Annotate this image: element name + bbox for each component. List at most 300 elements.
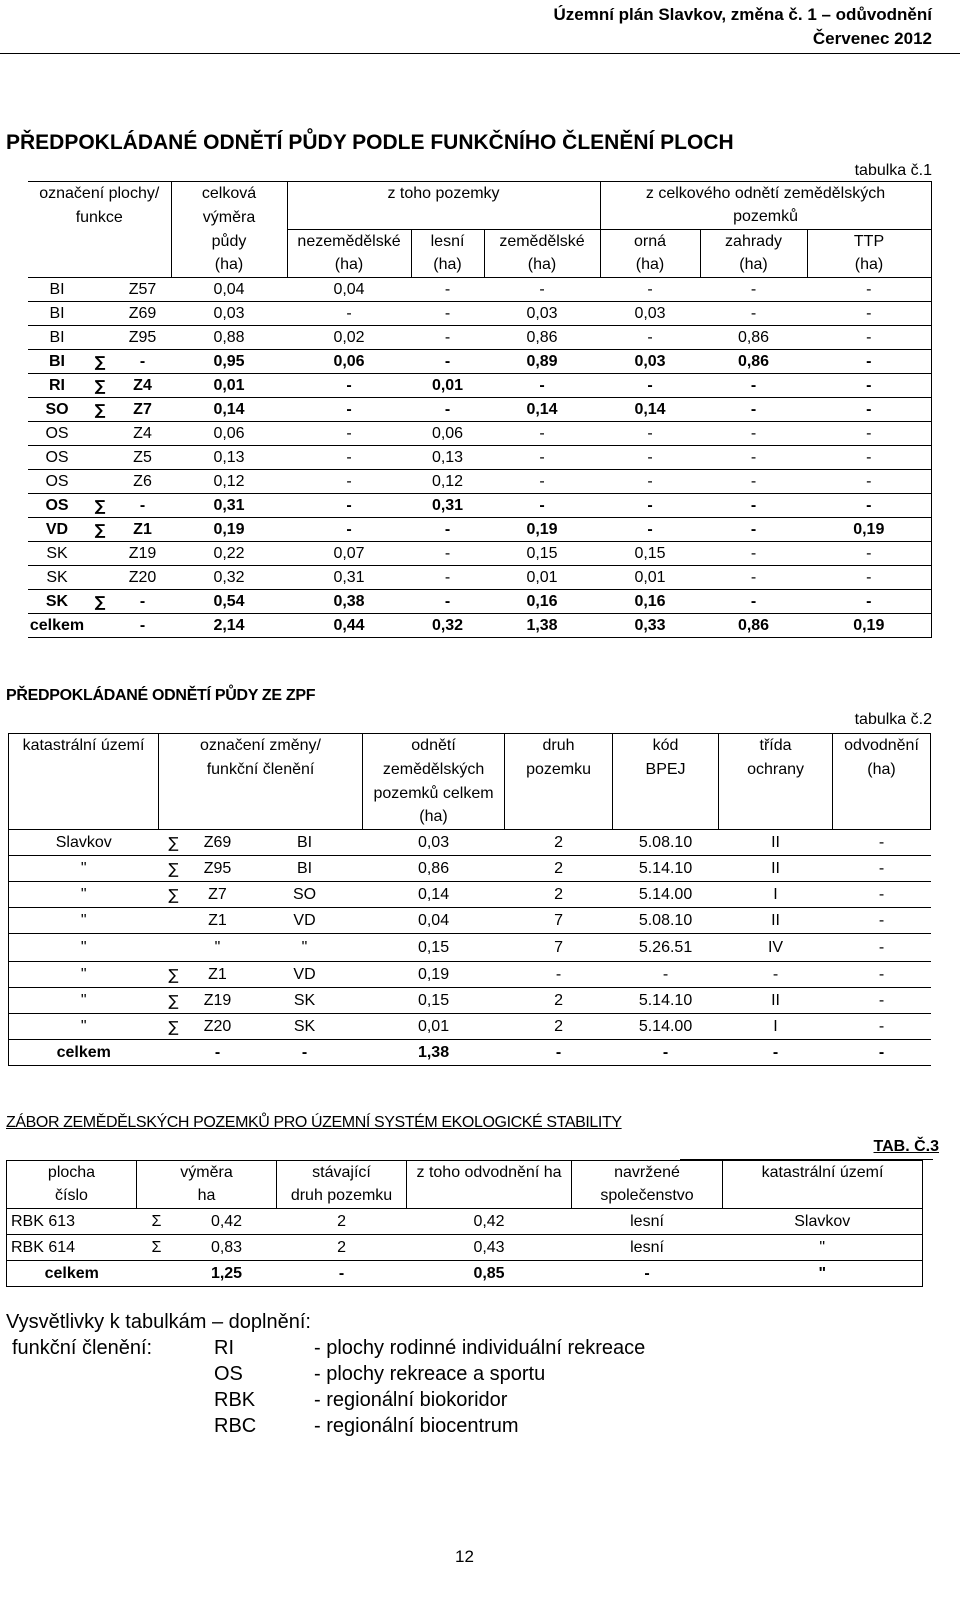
table1-cell-zahrady: - (700, 518, 807, 542)
table2-h-ozn-2: funkční členění (159, 758, 363, 782)
table1-cell-lesni: - (411, 542, 484, 566)
table1-cell-lesni: - (411, 398, 484, 422)
sum-icon: ∑ (159, 882, 189, 908)
table1-row (28, 470, 931, 494)
table2-cell-bpej: - (613, 962, 719, 988)
table2-cell-funkce: SK (247, 1014, 363, 1040)
table2-row (9, 830, 931, 856)
table1-cell-celkova: 0,06 (171, 422, 287, 446)
table3-cell-druh: 2 (277, 1235, 407, 1261)
table1-cell-zahrady: 0,86 (700, 350, 807, 374)
table1-row (28, 566, 931, 590)
table1-cell-zahrady: 0,86 (700, 326, 807, 350)
table1-header-row-3 (28, 230, 931, 254)
table1-cell-orna: 0,16 (600, 590, 700, 614)
sum-icon (86, 614, 114, 638)
table1-cell-nezem: - (287, 518, 411, 542)
table2-cell-funkce: BI (247, 856, 363, 882)
table1-cell-celkova: 0,54 (171, 590, 287, 614)
table2-cell-funkce: VD (247, 962, 363, 988)
table2-note: tabulka č.2 (854, 711, 932, 728)
table2-h-ozn-1: označení změny/ (159, 734, 363, 758)
sum-icon: ∑ (159, 962, 189, 988)
table3-title: ZÁBOR ZEMĚDĚLSKÝCH POZEMKŮ PRO ÚZEMNÍ SYSTÉM EKOLOGICKÉ STABILITY (6, 1114, 622, 1131)
table2-header-row-2 (9, 758, 931, 782)
table3-cell-vymera: 0,83 (177, 1235, 277, 1261)
table1-cell-nezem: - (287, 398, 411, 422)
table1-cell-zahrady: - (700, 374, 807, 398)
sum-icon (86, 470, 114, 494)
table3-cell-plocha: RBK 614 (7, 1235, 137, 1261)
table2-cell-bpej: 5.14.00 (613, 882, 719, 908)
table1-row (28, 278, 931, 302)
table3-cell-spolecenstvo: lesní (572, 1235, 723, 1261)
table1-cell-ttp: 0,19 (807, 518, 931, 542)
sum-icon: ∑ (86, 518, 114, 542)
legend-item-code: RBC (214, 1415, 257, 1437)
table1-cell-plocha: - (114, 494, 171, 518)
table1-cell-funkce: BI (28, 350, 86, 374)
sum-icon (159, 1040, 189, 1066)
table2-h-kod-2: BPEJ (613, 758, 719, 782)
table1-cell-orna: - (600, 446, 700, 470)
table1-cell-zem: 0,01 (484, 566, 600, 590)
table1-h-ztoho: z toho pozemky (287, 182, 600, 206)
table2-cell-katastr: Slavkov (9, 830, 159, 856)
table2-cell-odneti: 0,01 (363, 1014, 505, 1040)
table2-h-odn-4: (ha) (363, 806, 505, 830)
table1-cell-plocha: Z19 (114, 542, 171, 566)
sum-icon (86, 326, 114, 350)
table1-cell-nezem: 0,06 (287, 350, 411, 374)
table3-cell-katastr: " (723, 1261, 923, 1287)
sum-icon (159, 908, 189, 934)
table2-cell-zmena: - (189, 1040, 247, 1066)
legend-item-text: - regionální biokoridor (314, 1389, 508, 1411)
table1-cell-plocha: Z20 (114, 566, 171, 590)
table1-cell-zahrady: - (700, 542, 807, 566)
table2-cell-trida: II (719, 988, 833, 1014)
header-rule (0, 53, 960, 54)
document-header-date: Červenec 2012 (812, 29, 932, 48)
table1-cell-funkce: BI (28, 326, 86, 350)
table3-h-plocha-2: číslo (7, 1185, 137, 1209)
table3 (6, 1160, 923, 1287)
table1-cell-lesni: - (411, 278, 484, 302)
table1-cell-zem: - (484, 494, 600, 518)
table2-cell-druh: 2 (505, 856, 613, 882)
table3-row (7, 1235, 923, 1261)
table1-cell-orna: - (600, 494, 700, 518)
table3-cell-plocha: celkem (7, 1261, 137, 1287)
table2-cell-funkce: BI (247, 830, 363, 856)
table1-cell-celkova: 0,32 (171, 566, 287, 590)
table3-cell-spolecenstvo: - (572, 1261, 723, 1287)
table1-cell-zem: 0,03 (484, 302, 600, 326)
table1-row (28, 326, 931, 350)
table2-cell-bpej: 5.14.00 (613, 1014, 719, 1040)
table2-h-odn-2: zemědělských (363, 758, 505, 782)
table3-h-plocha-1: plocha (7, 1161, 137, 1185)
table1-h-ttp: TTP (807, 230, 931, 254)
sigma-icon (137, 1261, 177, 1287)
legend-label: funkční členění: (12, 1337, 153, 1359)
table1-cell-celkova: 2,14 (171, 614, 287, 638)
table1-h-celkova-4: (ha) (171, 254, 287, 278)
table2-row (9, 988, 931, 1014)
legend-item-code: RBK (214, 1389, 256, 1411)
table2-cell-funkce: SK (247, 988, 363, 1014)
table1-h-ha: (ha) (807, 254, 931, 278)
table1-cell-nezem: 0,31 (287, 566, 411, 590)
table1-cell-celkova: 0,04 (171, 278, 287, 302)
table1-row (28, 518, 931, 542)
table1-cell-lesni: - (411, 302, 484, 326)
table1-cell-plocha: Z1 (114, 518, 171, 542)
table2-cell-druh: - (505, 1040, 613, 1066)
table1-cell-plocha: Z4 (114, 374, 171, 398)
table1-cell-orna: 0,03 (600, 302, 700, 326)
table1-cell-zahrady: 0,86 (700, 614, 807, 638)
table1-cell-funkce: OS (28, 494, 86, 518)
table1-cell-zahrady: - (700, 278, 807, 302)
table2-cell-katastr: " (9, 962, 159, 988)
table1-cell-zem: 1,38 (484, 614, 600, 638)
table1-cell-orna: - (600, 374, 700, 398)
table2-cell-trida: II (719, 908, 833, 934)
table1-cell-ttp: - (807, 302, 931, 326)
table2-cell-funkce: SO (247, 882, 363, 908)
table2-cell-bpej: 5.26.51 (613, 934, 719, 962)
table2-cell-odvodneni: - (833, 830, 931, 856)
table1-row (28, 302, 931, 326)
table1-cell-lesni: - (411, 590, 484, 614)
table3-cell-druh: - (277, 1261, 407, 1287)
table2-cell-odneti: 0,15 (363, 934, 505, 962)
table1-h-lesni: lesní (411, 230, 484, 254)
table1-cell-lesni: 0,12 (411, 470, 484, 494)
table3-cell-vymera: 0,42 (177, 1209, 277, 1235)
sum-icon (86, 542, 114, 566)
table2-cell-katastr: " (9, 856, 159, 882)
table1-cell-ttp: - (807, 542, 931, 566)
table2-header-row-1 (9, 734, 931, 758)
table2-cell-odvodneni: - (833, 988, 931, 1014)
table1-cell-plocha: Z69 (114, 302, 171, 326)
table1-cell-funkce: RI (28, 374, 86, 398)
table1-cell-zahrady: - (700, 494, 807, 518)
sum-icon (159, 934, 189, 962)
table1-cell-plocha: Z95 (114, 326, 171, 350)
table2-cell-druh: - (505, 962, 613, 988)
table1-cell-nezem: - (287, 302, 411, 326)
table1-cell-zahrady: - (700, 422, 807, 446)
sum-icon (86, 422, 114, 446)
table1-cell-celkova: 0,31 (171, 494, 287, 518)
table1-cell-nezem: - (287, 470, 411, 494)
table1-cell-plocha: Z6 (114, 470, 171, 494)
table1-cell-plocha: - (114, 350, 171, 374)
table1-cell-nezem: - (287, 446, 411, 470)
table1-cell-plocha: - (114, 590, 171, 614)
table1-cell-celkova: 0,14 (171, 398, 287, 422)
table1-cell-nezem: - (287, 494, 411, 518)
table2-cell-trida: - (719, 1040, 833, 1066)
sum-icon (86, 278, 114, 302)
table1-cell-funkce: SK (28, 590, 86, 614)
sum-icon: ∑ (86, 374, 114, 398)
table2-cell-bpej: 5.08.10 (613, 908, 719, 934)
table1-cell-funkce: OS (28, 470, 86, 494)
table2-cell-katastr: " (9, 882, 159, 908)
table1-cell-celkova: 0,12 (171, 470, 287, 494)
table1-cell-zahrady: - (700, 446, 807, 470)
table1-cell-zahrady: - (700, 566, 807, 590)
legend-title: Vysvětlivky k tabulkám – doplnění: (6, 1311, 311, 1333)
table2-cell-trida: - (719, 962, 833, 988)
table1-cell-nezem: - (287, 374, 411, 398)
table2-cell-katastr: " (9, 988, 159, 1014)
table1-cell-nezem: 0,07 (287, 542, 411, 566)
table1-cell-orna: 0,33 (600, 614, 700, 638)
legend-item (214, 1335, 645, 1361)
table1-header-row-4 (28, 254, 931, 278)
table2-cell-odneti: 1,38 (363, 1040, 505, 1066)
table1-cell-ttp: - (807, 326, 931, 350)
table1-cell-ttp: - (807, 470, 931, 494)
table2-row (9, 1040, 931, 1066)
legend-item (214, 1413, 645, 1439)
table1-cell-ttp: - (807, 422, 931, 446)
sum-icon: ∑ (159, 1014, 189, 1040)
table1-cell-zahrady: - (700, 302, 807, 326)
table1-cell-ttp: - (807, 446, 931, 470)
table1-cell-funkce: BI (28, 302, 86, 326)
table1-cell-orna: - (600, 470, 700, 494)
legend-item (214, 1361, 645, 1387)
table2-header-row-3 (9, 782, 931, 806)
table2-cell-odvodneni: - (833, 908, 931, 934)
table2-cell-druh: 7 (505, 934, 613, 962)
table2-cell-trida: II (719, 830, 833, 856)
table1-cell-ttp: - (807, 350, 931, 374)
table2-cell-odneti: 0,14 (363, 882, 505, 908)
table1-h-ha: (ha) (411, 254, 484, 278)
table1-cell-ttp: - (807, 566, 931, 590)
table2-cell-katastr: " (9, 908, 159, 934)
table3-h-stav-1: stávající (277, 1161, 407, 1185)
table1-cell-funkce: BI (28, 278, 86, 302)
table2-cell-bpej: 5.14.10 (613, 988, 719, 1014)
table2-title: PŘEDPOKLÁDANÉ ODNĚTÍ PŮDY ZE ZPF (6, 687, 316, 704)
table1-h-nezem: nezemědělské (287, 230, 411, 254)
table1-row (28, 542, 931, 566)
sum-icon: ∑ (159, 830, 189, 856)
table2-cell-odneti: 0,15 (363, 988, 505, 1014)
table1-cell-zem: 0,15 (484, 542, 600, 566)
table1-cell-zem: 0,14 (484, 398, 600, 422)
table1-cell-orna: - (600, 278, 700, 302)
table1 (28, 181, 932, 638)
table3-h-navr-1: navržené (572, 1161, 723, 1185)
legend-item-text: - plochy rekreace a sportu (314, 1363, 546, 1385)
table1-row (28, 446, 931, 470)
table1-h-ha: (ha) (287, 254, 411, 278)
table1-cell-funkce: OS (28, 446, 86, 470)
table2-cell-odvodneni: - (833, 1014, 931, 1040)
table2-cell-druh: 2 (505, 882, 613, 908)
table3-row (7, 1209, 923, 1235)
table1-cell-ttp: - (807, 278, 931, 302)
table2-cell-odvodneni: - (833, 856, 931, 882)
table1-cell-orna: 0,14 (600, 398, 700, 422)
table1-cell-lesni: - (411, 566, 484, 590)
table1-cell-ttp: - (807, 398, 931, 422)
table1-note: tabulka č.1 (854, 162, 932, 179)
table3-cell-spolecenstvo: lesní (572, 1209, 723, 1235)
sum-icon (86, 446, 114, 470)
table2-cell-odvodneni: - (833, 882, 931, 908)
table2-h-kat: katastrální území (9, 734, 159, 758)
table2-row (9, 856, 931, 882)
table2-h-odv-1: odvodnění (833, 734, 931, 758)
table2-cell-odvodneni: - (833, 1040, 931, 1066)
table2-cell-zmena: Z7 (189, 882, 247, 908)
table1-cell-ttp: - (807, 590, 931, 614)
table2-row (9, 908, 931, 934)
table3-row (7, 1261, 923, 1287)
legend-item-code: OS (214, 1363, 243, 1385)
table1-h-zahrady: zahrady (700, 230, 807, 254)
table2-h-trida-2: ochrany (719, 758, 833, 782)
table2-h-druh-2: pozemku (505, 758, 613, 782)
table1-cell-lesni: 0,01 (411, 374, 484, 398)
table3-cell-katastr: Slavkov (723, 1209, 923, 1235)
table2-header-row-4 (9, 806, 931, 830)
table1-row (28, 590, 931, 614)
table2-cell-zmena: Z1 (189, 908, 247, 934)
table1-cell-plocha: Z5 (114, 446, 171, 470)
table1-cell-funkce: celkem (28, 614, 86, 638)
document-header-title: Územní plán Slavkov, změna č. 1 – odůvodnění (553, 5, 932, 24)
table2-cell-bpej: - (613, 1040, 719, 1066)
table1-cell-zem: - (484, 374, 600, 398)
table1-cell-nezem: 0,02 (287, 326, 411, 350)
table2-cell-trida: IV (719, 934, 833, 962)
table1-row (28, 494, 931, 518)
table1-h-celkova-1: celková (171, 182, 287, 206)
table2-cell-odvodneni: - (833, 962, 931, 988)
table2-cell-druh: 7 (505, 908, 613, 934)
table1-cell-celkova: 0,01 (171, 374, 287, 398)
table1-cell-plocha: Z57 (114, 278, 171, 302)
table2-row (9, 1014, 931, 1040)
table2-cell-funkce: " (247, 934, 363, 962)
table1-row (28, 422, 931, 446)
table1-cell-celkova: 0,95 (171, 350, 287, 374)
table1-h-ha: (ha) (700, 254, 807, 278)
table1-cell-orna: 0,03 (600, 350, 700, 374)
table1-cell-nezem: 0,38 (287, 590, 411, 614)
table2-cell-odneti: 0,03 (363, 830, 505, 856)
sigma-icon: Σ (137, 1235, 177, 1261)
table2-row (9, 934, 931, 962)
table1-row (28, 350, 931, 374)
table2 (8, 733, 931, 1066)
table1-row (28, 398, 931, 422)
table2-cell-zmena: Z95 (189, 856, 247, 882)
table1-cell-lesni: 0,31 (411, 494, 484, 518)
table2-cell-zmena: Z1 (189, 962, 247, 988)
table3-note: TAB. Č.3 (873, 1138, 939, 1155)
table1-row (28, 614, 931, 638)
table1-cell-funkce: SO (28, 398, 86, 422)
table2-cell-odvodneni: - (833, 934, 931, 962)
sum-icon: ∑ (86, 350, 114, 374)
table3-cell-plocha: RBK 613 (7, 1209, 137, 1235)
table2-cell-druh: 2 (505, 988, 613, 1014)
table3-h-vymera-1: výměra (137, 1161, 277, 1185)
table2-row (9, 882, 931, 908)
table1-cell-orna: 0,01 (600, 566, 700, 590)
legend-item-text: - regionální biocentrum (314, 1415, 519, 1437)
table1-title: PŘEDPOKLÁDANÉ ODNĚTÍ PŮDY PODLE FUNKČNÍHO ČLENĚNÍ PLOCH (6, 131, 734, 154)
table3-cell-vymera: 1,25 (177, 1261, 277, 1287)
table1-cell-nezem: - (287, 422, 411, 446)
table2-cell-katastr: " (9, 934, 159, 962)
table1-h-zem: zemědělské (484, 230, 600, 254)
table1-cell-lesni: - (411, 518, 484, 542)
table2-cell-funkce: - (247, 1040, 363, 1066)
table3-cell-druh: 2 (277, 1209, 407, 1235)
table2-h-druh-1: druh (505, 734, 613, 758)
table1-cell-ttp: - (807, 494, 931, 518)
table1-cell-nezem: 0,04 (287, 278, 411, 302)
sum-icon (86, 302, 114, 326)
table3-h-kat: katastrální území (723, 1161, 923, 1185)
table2-h-odn-3: pozemků celkem (363, 782, 505, 806)
legend-item-code: RI (214, 1337, 234, 1359)
table1-cell-zem: - (484, 470, 600, 494)
table1-h-ha: (ha) (600, 254, 700, 278)
table2-row (9, 962, 931, 988)
sum-icon: ∑ (86, 590, 114, 614)
table1-cell-zahrady: - (700, 398, 807, 422)
sigma-icon: Σ (137, 1209, 177, 1235)
table1-cell-celkova: 0,13 (171, 446, 287, 470)
table1-cell-zem: - (484, 446, 600, 470)
table2-h-odv-2: (ha) (833, 758, 931, 782)
sum-icon: ∑ (159, 988, 189, 1014)
table2-cell-trida: I (719, 1014, 833, 1040)
table3-header-row-1 (7, 1161, 923, 1185)
table1-cell-orna: - (600, 422, 700, 446)
table1-cell-zem: 0,86 (484, 326, 600, 350)
table2-cell-trida: II (719, 856, 833, 882)
sum-icon: ∑ (159, 856, 189, 882)
table1-cell-nezem: 0,44 (287, 614, 411, 638)
table3-cell-odvodneni: 0,43 (407, 1235, 572, 1261)
table3-h-ztoho: z toho odvodnění ha (407, 1161, 572, 1185)
sum-icon: ∑ (86, 398, 114, 422)
table1-cell-lesni: - (411, 326, 484, 350)
table1-cell-lesni: 0,13 (411, 446, 484, 470)
table2-cell-katastr: celkem (9, 1040, 159, 1066)
sum-icon: ∑ (86, 494, 114, 518)
table1-cell-zem: 0,16 (484, 590, 600, 614)
table1-header-row-2 (28, 206, 931, 230)
table1-cell-orna: - (600, 518, 700, 542)
